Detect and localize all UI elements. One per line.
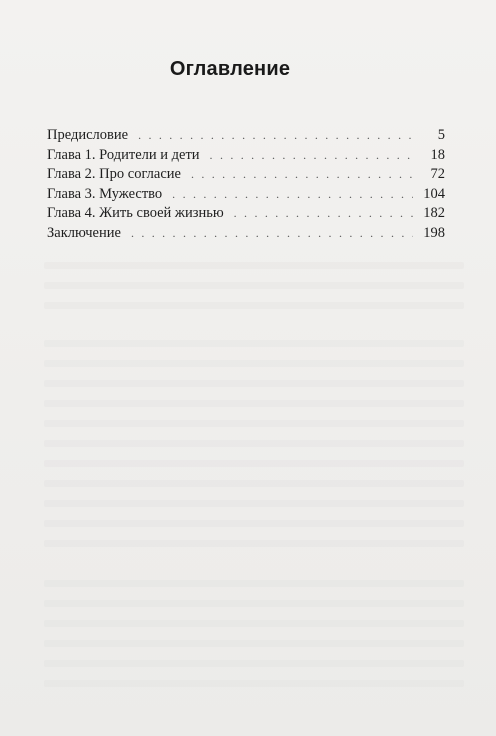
- show-through-line: [44, 400, 464, 407]
- show-through-line: [44, 480, 464, 487]
- show-through-line: [44, 262, 464, 269]
- toc-entry-label: Глава 1. Родители и дети: [47, 146, 200, 163]
- toc-entry-page: 5: [437, 127, 445, 143]
- toc-entry-page: 198: [423, 224, 445, 241]
- toc-entry-chapter-3[interactable]: [47, 185, 445, 205]
- show-through-line: [44, 520, 464, 527]
- toc-entry-chapter-4[interactable]: [47, 204, 445, 224]
- toc-entry-conclusion[interactable]: [47, 224, 445, 244]
- page-title: Оглавление: [169, 58, 291, 80]
- dot-leader: [234, 204, 413, 224]
- show-through-line: [44, 640, 464, 647]
- show-through-line: [44, 360, 464, 367]
- toc-entry-label: Глава 2. Про согласие: [47, 166, 181, 182]
- toc-entry-page: 18: [430, 146, 445, 163]
- table-of-contents: [47, 126, 445, 243]
- toc-entry-page: 72: [430, 166, 445, 182]
- show-through-line: [44, 440, 464, 447]
- show-through-line: [44, 540, 464, 547]
- show-through-line: [44, 660, 464, 667]
- toc-entry-preface[interactable]: [47, 126, 445, 146]
- show-through-line: [44, 340, 464, 347]
- show-through-line: [44, 460, 464, 467]
- show-through-line: [44, 302, 464, 309]
- show-through-line: [44, 282, 464, 289]
- show-through-line: [44, 580, 464, 587]
- toc-entry-label: Глава 4. Жить своей жизнью: [47, 205, 224, 221]
- dot-leader: [191, 165, 413, 185]
- show-through-line: [44, 500, 464, 507]
- dot-leader: [138, 126, 413, 146]
- toc-entry-label: Заключение: [47, 224, 121, 241]
- toc-entry-chapter-1[interactable]: [47, 146, 445, 166]
- dot-leader: [210, 146, 413, 166]
- dot-leader: [172, 185, 413, 205]
- toc-entry-label: Глава 3. Мужество: [47, 185, 163, 202]
- show-through-line: [44, 600, 464, 607]
- toc-entry-chapter-2[interactable]: [47, 165, 445, 185]
- toc-entry-label: Предисловие: [47, 127, 129, 143]
- show-through-line: [44, 420, 464, 427]
- toc-entry-page: 104: [423, 185, 445, 202]
- show-through-line: [44, 620, 464, 627]
- show-through-line: [44, 380, 464, 387]
- toc-entry-page: 182: [423, 205, 445, 221]
- dot-leader: [131, 224, 413, 244]
- show-through-line: [44, 680, 464, 687]
